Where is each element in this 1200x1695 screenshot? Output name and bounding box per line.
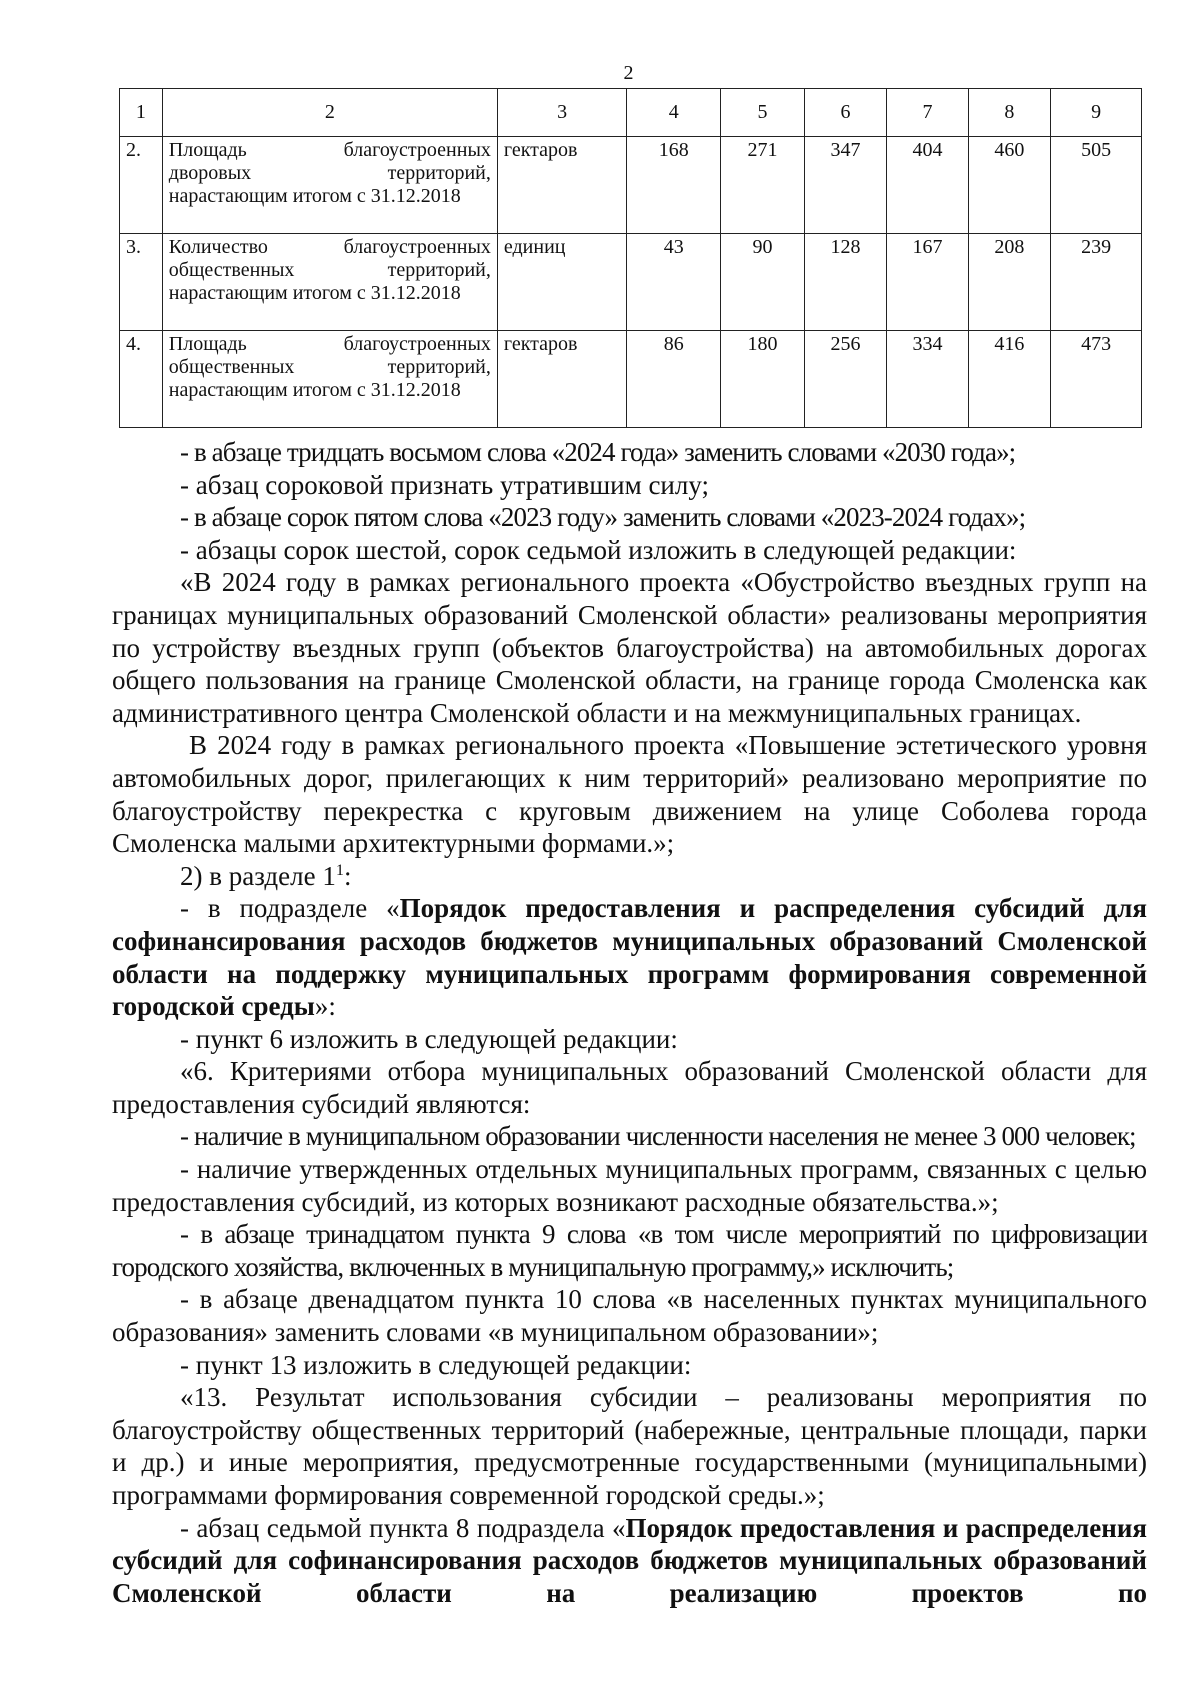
paragraph: - в абзаце тринадцатом пункта 9 слова «в том числе мероприятий по цифровизации городского хозяйства, включенных в муниципальную программу,» исключить; xyxy=(112,1219,1147,1282)
superscript: 1 xyxy=(335,860,344,879)
paragraph-text: 2) в разделе 1 xyxy=(180,860,336,891)
value-cell: 505 xyxy=(1051,137,1142,234)
document-body xyxy=(112,436,1147,1609)
paragraph: - наличие в муниципальном образовании численности населения не менее 3 000 человек; xyxy=(180,1121,1136,1152)
paragraph: - абзацы сорок шестой, сорок седьмой изложить в следующей редакции: xyxy=(180,534,1017,565)
value-cell: 128 xyxy=(804,234,886,331)
value-cell: 404 xyxy=(887,137,968,234)
subsection-title: Порядок предоставления и распределения субсидий для софинансирования расходов бюджетов муниципальных образований Смоленской области на поддержку муниципальных программ формирования современной городской среды xyxy=(112,893,1147,1022)
paragraph: - в абзаце двенадцатом пункта 10 слова «в населенных пунктах муниципального образования» заменить словами «в муниципальном образовании»; xyxy=(112,1284,1147,1348)
value-cell: 460 xyxy=(968,137,1050,234)
value-cell: 416 xyxy=(968,331,1050,428)
column-header: 7 xyxy=(887,89,968,137)
paragraph: - в абзаце тридцать восьмом слова «2024 года» заменить словами «2030 года»; xyxy=(180,437,1016,467)
page-number: 2 xyxy=(623,62,634,84)
paragraph-text: - абзац седьмой пункта 8 подраздела « xyxy=(180,1512,626,1543)
paragraph xyxy=(112,892,1147,1022)
unit-cell: гектаров xyxy=(497,137,626,234)
indicator-name-line: Площадь благоустроенных xyxy=(168,333,491,355)
value-cell: 473 xyxy=(1051,331,1142,428)
indicator-name-line: Количество благоустроенных xyxy=(168,236,491,258)
column-header: 3 xyxy=(497,89,626,137)
row-number: 2. xyxy=(120,137,163,234)
paragraph: - пункт 6 изложить в следующей редакции: xyxy=(180,1023,678,1054)
value-cell: 347 xyxy=(804,137,886,234)
indicator-name-line: Площадь благоустроенных xyxy=(168,139,491,161)
table-row xyxy=(120,137,1142,234)
row-number: 3. xyxy=(120,234,163,331)
value-cell: 271 xyxy=(721,137,805,234)
paragraph-text: »: xyxy=(314,991,336,1022)
paragraph: «В 2024 году в рамках регионального проекта «Обустройство въездных групп на границах муниципальных образований Смоленской области» реализованы мероприятия по устройству въездных групп (объектов благоустройства) на автомобильных дорогах общего пользования на границе Смоленской области, на границе города Смоленска как административного центра Смоленской области и на межмуниципальных границах. xyxy=(112,567,1147,728)
table-header-row xyxy=(120,89,1142,137)
paragraph xyxy=(112,1512,1147,1610)
value-cell: 86 xyxy=(627,331,721,428)
paragraph: - в абзаце сорок пятом слова «2023 году» заменить словами «2023-2024 годах»; xyxy=(180,502,1026,533)
paragraph: В 2024 году в рамках регионального проекта «Повышение эстетического уровня автомобильных дорог, прилегающих к ним территорий» реализовано мероприятие по благоустройству перекрестка с круговым движением на улице Соболева города Смоленска малыми архитектурными формами.»; xyxy=(112,730,1147,859)
paragraph: «13. Результат использования субсидии – реализованы мероприятия по благоустройству общественных территорий (набережные, центральные площади, парки и др.) и иные мероприятия, предусмотренные государственными (муниципальными) программами формирования современной городской среды.»; xyxy=(112,1382,1147,1510)
indicator-name-line: дворовых территорий, xyxy=(168,162,491,184)
indicator-name-line: нарастающим итогом с 31.12.2018 xyxy=(168,185,461,207)
subsection-title: Порядок предоставления и распределения субсидий для софинансирования расходов бюджетов муниципальных образований Смоленской области на реализацию проектов по xyxy=(112,1512,1147,1608)
value-cell: 168 xyxy=(627,137,721,234)
indicators-table xyxy=(119,88,1142,428)
indicator-name-line: нарастающим итогом с 31.12.2018 xyxy=(168,379,461,401)
paragraph: - пункт 13 изложить в следующей редакции: xyxy=(180,1349,692,1380)
column-header: 9 xyxy=(1051,89,1142,137)
indicator-name-line: нарастающим итогом с 31.12.2018 xyxy=(168,282,461,304)
paragraph xyxy=(112,860,1147,893)
paragraph: - абзац сороковой признать утратившим силу; xyxy=(180,469,710,500)
paragraph: - наличие утвержденных отдельных муниципальных программ, связанных с целью предоставления субсидий, из которых возникают расходные обязательства.»; xyxy=(112,1154,1147,1217)
value-cell: 180 xyxy=(721,331,805,428)
indicator-name xyxy=(162,331,497,428)
indicator-name-line: общественных территорий, xyxy=(168,356,491,378)
column-header: 4 xyxy=(627,89,721,137)
indicator-name xyxy=(162,234,497,331)
column-header: 1 xyxy=(120,89,163,137)
value-cell: 167 xyxy=(887,234,968,331)
paragraph-text: - в подразделе « xyxy=(180,893,400,924)
paragraph-text: : xyxy=(343,860,352,891)
row-number: 4. xyxy=(120,331,163,428)
value-cell: 256 xyxy=(804,331,886,428)
table-row xyxy=(120,234,1142,331)
paragraph: «6. Критериями отбора муниципальных образований Смоленской области для предоставления субсидий являются: xyxy=(112,1056,1147,1119)
indicator-name-line: общественных территорий, xyxy=(168,259,491,281)
column-header: 5 xyxy=(721,89,805,137)
column-header: 6 xyxy=(804,89,886,137)
column-header: 8 xyxy=(968,89,1050,137)
value-cell: 334 xyxy=(887,331,968,428)
indicator-name xyxy=(162,137,497,234)
unit-cell: гектаров xyxy=(497,331,626,428)
unit-cell: единиц xyxy=(497,234,626,331)
column-header: 2 xyxy=(162,89,497,137)
table-row xyxy=(120,331,1142,428)
value-cell: 90 xyxy=(721,234,805,331)
value-cell: 43 xyxy=(627,234,721,331)
value-cell: 208 xyxy=(968,234,1050,331)
value-cell: 239 xyxy=(1051,234,1142,331)
